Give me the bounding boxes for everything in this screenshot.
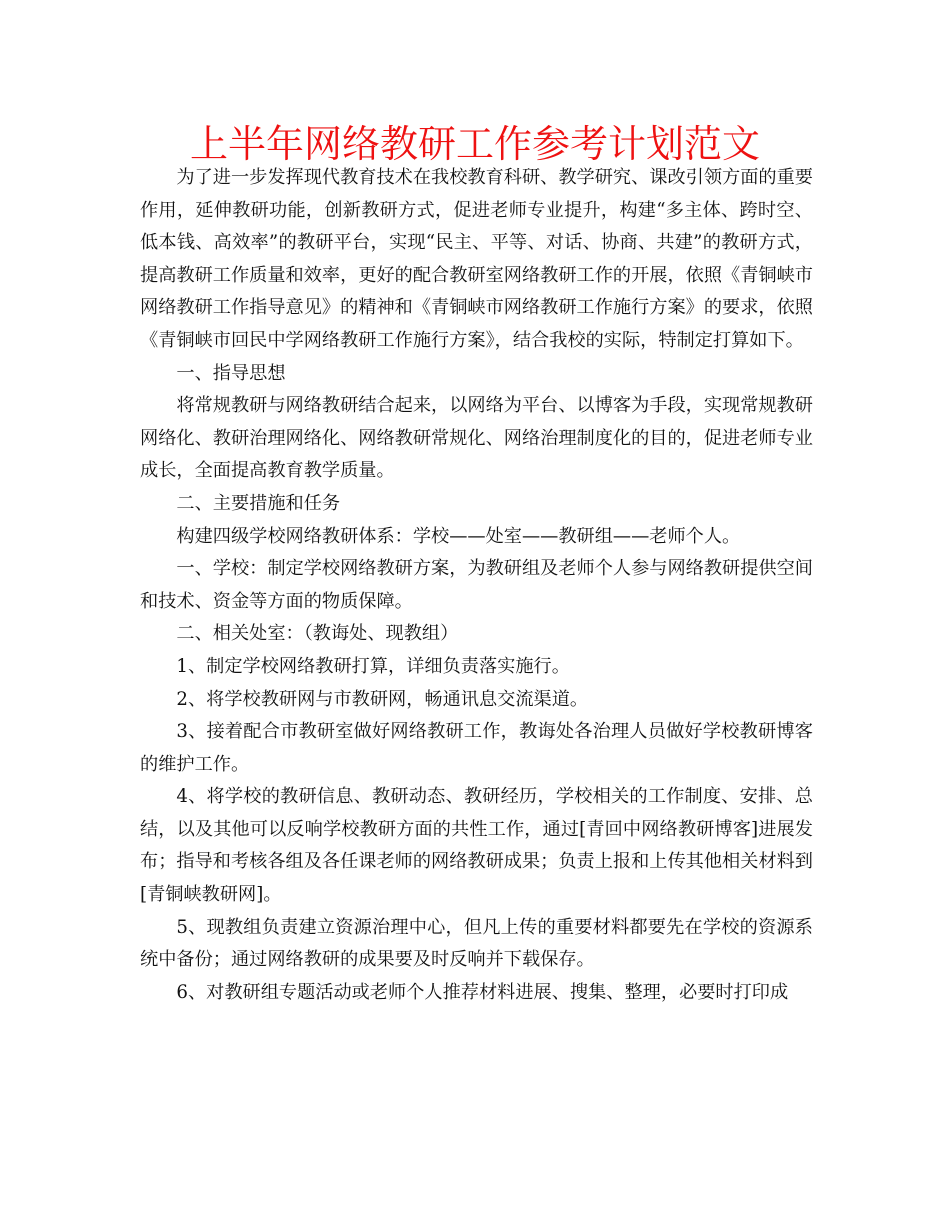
document-title: 上半年网络教研工作参考计划范文	[189, 122, 760, 166]
list-item-4: 4、将学校的教研信息、教研动态、教研经历，学校相关的工作制度、安排、总结，以及其他可以反响学校教研方面的共性工作，通过[青回中网络教研博客]进展发布；指导和考核各组及各任课老师的网络教研成果；负责上报和上传其他相关材料到[青铜峡教研网]。	[140, 786, 813, 906]
list-item-5: 5、现教组负责建立资源治理中心，但凡上传的重要材料都要先在学校的资源系统中备份；通过网络教研的成果要及时反响并下载保存。	[140, 916, 813, 971]
section-heading-guiding-thought: 一、指导思想	[176, 362, 286, 384]
section-heading-measures: 二、主要措施和任务	[176, 492, 341, 514]
paragraph-departments: 二、相关处室：（教诲处、现教组）	[176, 623, 459, 645]
list-item-6: 6、对教研组专题活动或老师个人推荐材料进展、搜集、整理，必要时打印成	[176, 981, 789, 1003]
paragraph-guiding-thought: 将常规教研与网络教研结合起来，以网络为平台、以博客为手段，实现常规教研网络化、教研治理网络化、网络教研常规化、网络治理制度化的目的，促进老师专业成长，全面提高教育教学质量。	[140, 395, 813, 482]
list-item-1: 1、制定学校网络教研打算，详细负责落实施行。	[176, 655, 570, 677]
paragraph-school: 一、学校：制定学校网络教研方案，为教研组及老师个人参与网络教研提供空间和技术、资金等方面的物质保障。	[140, 558, 813, 612]
list-item-2: 2、将学校教研网与市教研网，畅通讯息交流渠道。	[176, 688, 589, 710]
list-item-3: 3、接着配合市教研室做好网络教研工作，教诲处各治理人员做好学校教研博客的维护工作。	[140, 721, 813, 775]
paragraph-system: 构建四级学校网络教研体系：学校——处室——教研组——老师个人。	[176, 525, 741, 547]
paragraph-intro: 为了进一步发挥现代教育技术在我校教育科研、教学研究、课改引领方面的重要作用，延伸教研功能，创新教研方式，促进老师专业提升，构建“多主体、跨时空、低本钱、高效率”的教研平台，实现“民主、平等、对话、协商、共建”的教研方式，提高教研工作质量和效率，更好的配合教研室网络教研工作的开展，依照《青铜峡市网络教研工作指导意见》的精神和《青铜峡市网络教研工作施行方案》的要求，依照《青铜峡市回民中学网络教研工作施行方案》，结合我校的实际，特制定打算如下。	[140, 167, 813, 351]
document-body	[140, 162, 813, 1009]
